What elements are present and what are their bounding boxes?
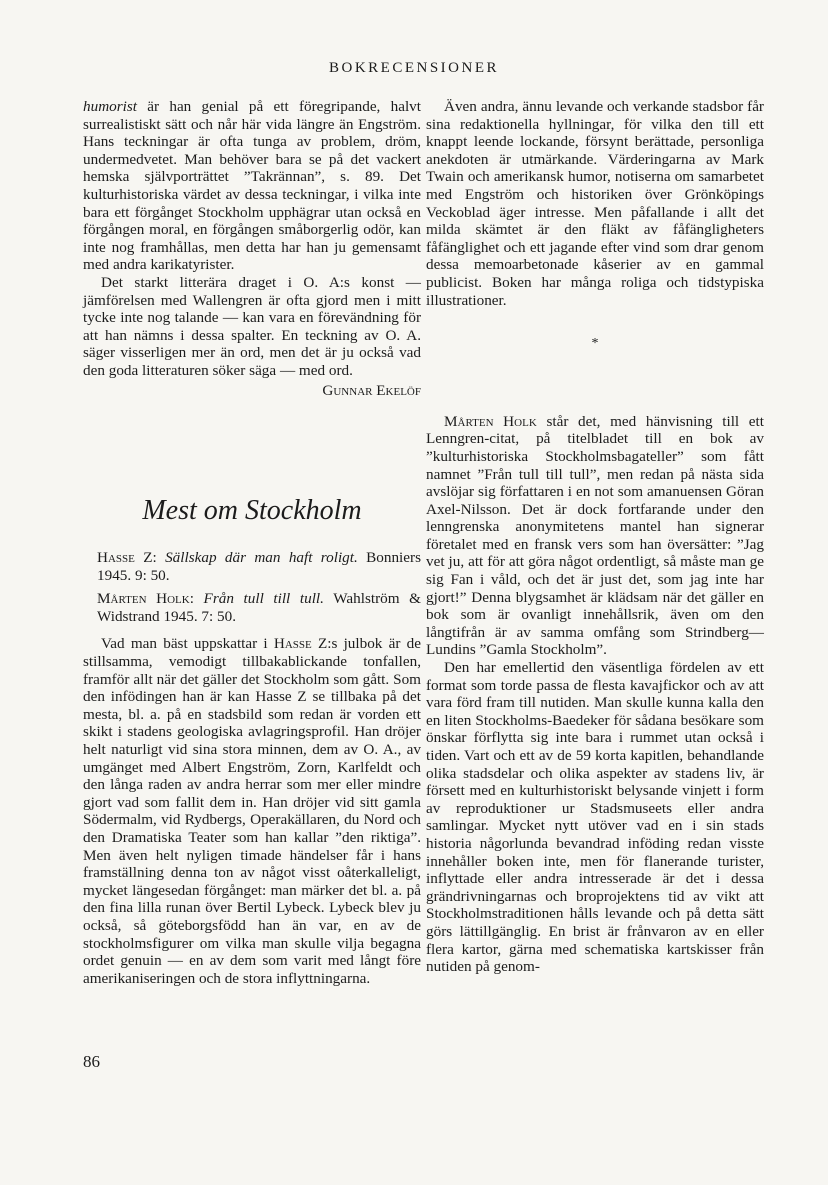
review-paragraph: Den har emellertid den väsentliga fördelen av ett format som torde passa de flesta kavajfickor och av att vara förd fram till nutiden. Man skulle kunna kalla den en liten Stockholms-Baedeker för sådana besökare som önskar förflytta sig inte bara i rummet utan också i tiden. Vart och ett av de 59 korta kapitlen, behandlande olika stadsdelar och olika aspekter av stadens liv, är försett med en kulturhistoriskt belysande vinjett i form av reproduktioner ur Stadsmuseets eller andra samlingar. Mycket nytt utöver vad en i sin stads historia någorlunda bevandrad inföding redan visste innehåller boken inte, men för flanerande turister, inflyttade eller andra intresserade är det i dessa grändrivningarnas och broprojektens tid av vikt att Stockholmstraditionen hålls levande och på detta sätt görs lättillgänglig. En brist är frånvaron av en eller flera kartor, gärna med schematiska kartskisser från nutiden på genom-: [426, 659, 764, 976]
author-name: Mårten Holk: [444, 412, 537, 430]
bib-author: Mårten Holk: [97, 590, 190, 608]
bib-title: Från tull till tull.: [203, 590, 324, 608]
right-column: [426, 98, 764, 976]
review-paragraph: [426, 413, 764, 659]
review-paragraph: [83, 635, 421, 987]
bib-publisher: Wahlström & Widstrand 1945. 7: 50.: [97, 590, 421, 625]
author-name: Hasse Z: [273, 635, 328, 653]
section-headline: Mest om Stockholm: [142, 495, 362, 527]
page-number: 86: [83, 1052, 100, 1071]
review-paragraph: Även andra, ännu levande och verkande stadsbor får sina redaktionella hyllningar, för vilka den till ett knappt leende lockande, försynt berättade, personliga anekdoten är utmärkande. Värderingarna av Mark Twain och amerikansk humor, notiserna om samarbetet med Engström och historiken över Grönköpings Veckoblad äger intresse. Men påfallande i allt det milda skämtet är den fläkt av fåfängligheters fåfänglighet och ett jagande efter vind som drar genom dessa memoarbetonade kåserier av en gammal publicist. Boken har många roliga och tidstypiska illustrationer.: [426, 98, 764, 309]
running-head: BOKRECENSIONER: [328, 60, 499, 76]
section-separator: *: [591, 336, 599, 352]
paragraph-text: är han genial på ett föregripande, halvt surrealistiskt sätt och når här vida längre än Engström. Hans teckningar är ofta tunga av problem, dröm, undermedvetet. Man behöver bara se på det vackert hemska självporträttet ”Takrännan”, s. 89. Det kulturhistoriska värdet av dessa teckningar, i vilka inte bara ett förgånget Stockholm upphägrar utan också en förgången moral, en förgången småborgerlig odör, kan inte nog framhållas, men detta har han ju gemensamt med andra karikatyrister.: [83, 98, 421, 274]
paragraph-text: står det, med hänvisning till ett Lenngren-citat, på titelbladet till en bok av ”kulturhistoriska Stockholmsbagateller” som fått namnet ”Från tull till tull”, men redan på nästa sida avslöjar sig författaren i en not som amanuensen Göran Axel-Nilsson. Det är dock fortfarande under den lenngrenska anonymitetens mantel han signerar företalet med en fransk vers som han översätter: ”Jag vet ju, att för att göra något ordentligt, så måste man ge sig Fan i våld, och det är just det, som jag inte har gjort!” Denna blygsamhet är klädsam när det gäller en bok som är ovanligt innehållsrik, även om den långtifrån är av samma omfång som Strindberg—Lundins ”Gamla Stockholm”.: [426, 412, 764, 659]
paragraph-text: :s julbok är de stillsamma, vemodigt tillbakablickande tonfallen, framför allt när det gäller det Stockholm som gått. Som den infödingen han är kan Hasse Z se tillbaka på det mesta, bl. a. på en stadsbild som redan är vorden ett skikt i stadens geologiska avlagringsprofil. Han dröjer helt naturligt vid sina stora minnen, dem av O. A., av umgänget med Albert Engström, Zorn, Karlfeldt och den långa raden av andra herrar som mer eller mindre gjort vad som fallit dem in. Han dröjer vid sitt gamla Södermalm, vid Rydbergs, Operakällaren, du Nord och den Dramatiska Teater som han kallar ”den riktiga”. Men även helt nyligen timade händelser får i hans framställning denna ton av något visst oåterkalleligt, mycket längesedan förgånget: man märker det bl. a. på den fina lilla runan över Bertil Lybeck. Lybeck blev ju också, så göteborgsfödd han än var, en av de stockholmsfigurer om vilka man skulle vilja begagna ordet genuin — en av dem som varit med långt före amerikaniseringen och de stora inflyttningarna.: [83, 635, 421, 987]
bibliography-entry: Hasse Z: Sällskap där man haft roligt. Bonniers 1945. 9: 50.: [97, 549, 421, 584]
bibliography-entry: Mårten Holk: Från tull till tull. Wahlström & Widstrand 1945. 7: 50.: [97, 590, 421, 625]
bib-author: Hasse Z: [97, 549, 153, 567]
review-paragraph: [83, 98, 421, 274]
review-paragraph: Det starkt litterära draget i O. A:s konst — jämförelsen med Wallengren är ofta gjord men i mitt tycke inte nog talande — kan vara en förevändning för att han nämns i dessa spalter. En teckning av O. A. säger visserligen mer än ord, men det är ju också vad den goda litteraturen söker säga — med ord.: [83, 273, 421, 379]
paragraph-text: Vad man bäst uppskattar i: [101, 635, 274, 653]
bib-publisher: Bonniers 1945. 9: 50.: [97, 549, 421, 584]
bib-title: Sällskap där man haft roligt.: [165, 549, 358, 567]
reviewer-signature: Gunnar Ekelöf: [322, 381, 421, 399]
emphasis-word: humorist: [83, 98, 138, 115]
left-column: [83, 98, 421, 987]
